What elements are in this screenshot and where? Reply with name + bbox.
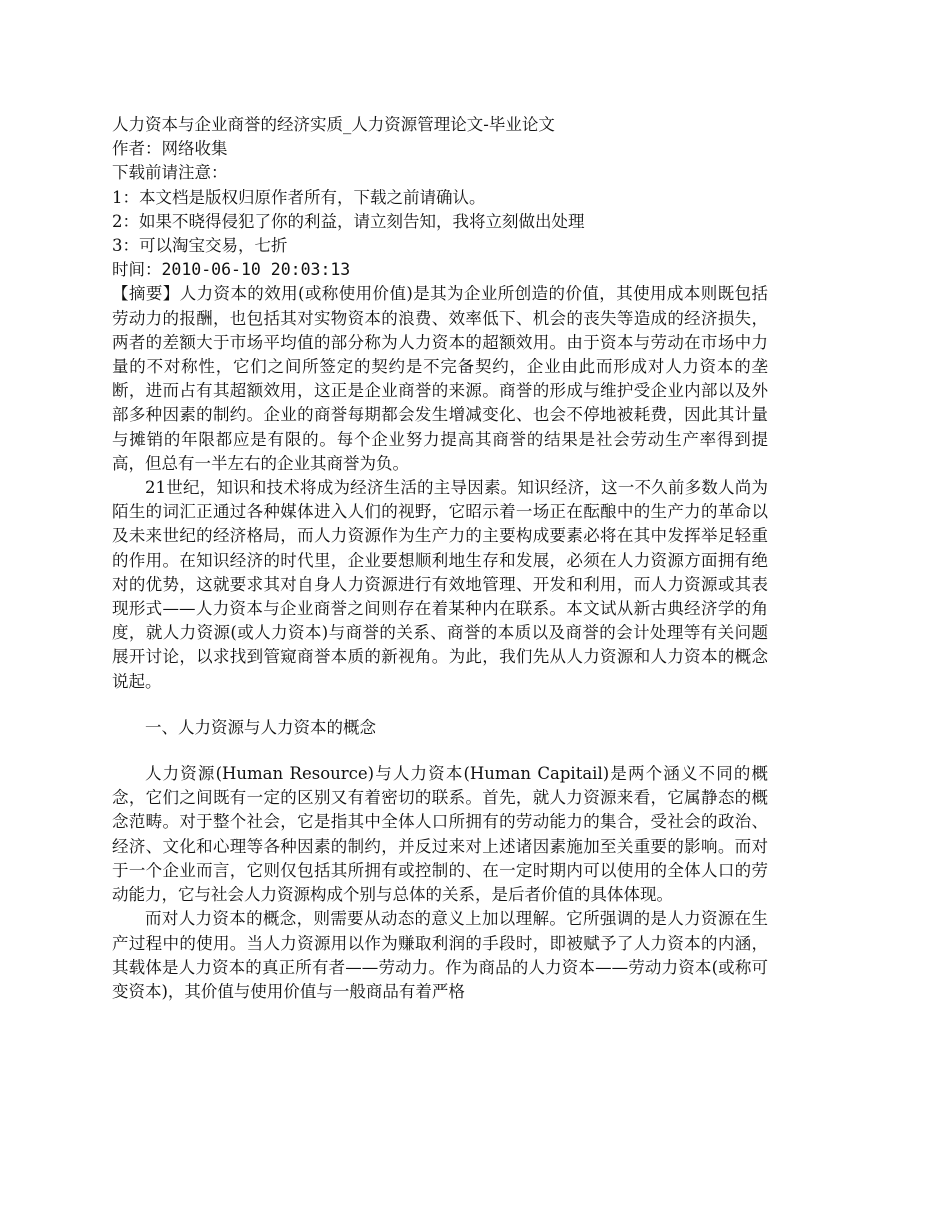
notice-item-2: 2：如果不晓得侵犯了你的利益，请立刻告知，我将立刻做出处理 <box>112 211 585 231</box>
intro-paragraph: 21世纪，知识和技术将成为经济生活的主导因素。知识经济，这一不久前多数人尚为陌生的词汇正通过各种媒体进入人们的视野，它昭示着一场正在酝酿中的生产力的革命以及未来世纪的经济格局，而人力资源作为生产力的主要构成要素必将在其中发挥举足轻重的作用。在知识经济的时代里，企业要想顺利地生存和发展，必须在人力资源方面拥有绝对的优势，这就要求其对自身人力资源进行有效地管理、开发和利用，而人力资源或其表现形式——人力资本与企业商誉之间则存在着某种内在联系。本文试从新古典经济学的角度，就人力资源(或人力资本)与商誉的关系、商誉的本质以及商誉的会计处理等有关问题展开讨论，以求找到管窥商誉本质的新视角。为此，我们先从人力资源和人力资本的概念说起。 <box>112 478 768 691</box>
notice-heading: 下载前请注意： <box>112 163 228 183</box>
body-paragraph-1: 人力资源(Human Resource)与人力资本(Human Capitail)是两个涵义不同的概念，它们之间既有一定的区别又有着密切的联系。首先，就人力资源来看，它属静态的概念范畴。对于整个社会，它是指其中全体人口所拥有的劳动能力的集合，受社会的政治、经济、文化和心理等各种因素的制约，并反过来对上述诸因素施加至关重要的影响。而对于一个企业而言，它则仅包括其所拥有或控制的、在一定时期内可以使用的全体人口的劳动能力，它与社会人力资源构成个别与总体的关系，是后者价值的具体体现。 <box>112 764 768 905</box>
document-author: 作者：网络收集 <box>112 139 228 159</box>
publish-time: 时间：2010-06-10 20:03:13 <box>112 260 351 280</box>
document-page <box>112 113 768 1004</box>
abstract-paragraph: 【摘要】人力资本的效用(或称使用价值)是其为企业所创造的价值，其使用成本则既包括劳动力的报酬，也包括其对实物资本的浪费、效率低下、机会的丧失等造成的经济损失，两者的差额大于市场平均值的部分称为人力资本的超额效用。由于资本与劳动在市场中力量的不对称性，它们之间所签定的契约是不完备契约，企业由此而形成对人力资本的垄断，进而占有其超额效用，这正是企业商誉的来源。商誉的形成与维护受企业内部以及外部多种因素的制约。企业的商誉每期都会发生增减变化、也会不停地被耗费，因此其计量与摊销的年限都应是有限的。每个企业努力提高其商誉的结果是社会劳动生产率得到提高，但总有一半左右的企业其商誉为负。 <box>112 284 768 473</box>
notice-item-3: 3：可以淘宝交易，七折 <box>112 236 288 256</box>
section-heading: 一、人力资源与人力资本的概念 <box>145 717 376 737</box>
notice-item-1: 1：本文档是版权归原作者所有，下载之前请确认。 <box>112 187 486 207</box>
document-title: 人力资本与企业商誉的经济实质_人力资源管理论文-毕业论文 <box>112 115 555 134</box>
body-paragraph-2: 而对人力资本的概念，则需要从动态的意义上加以理解。它所强调的是人力资源在生产过程中的使用。当人力资源用以作为赚取利润的手段时，即被赋予了人力资本的内涵，其载体是人力资本的真正所有者——劳动力。作为商品的人力资本——劳动力资本(或称可变资本)，其价值与使用价值与一般商品有着严格 <box>112 909 768 1001</box>
